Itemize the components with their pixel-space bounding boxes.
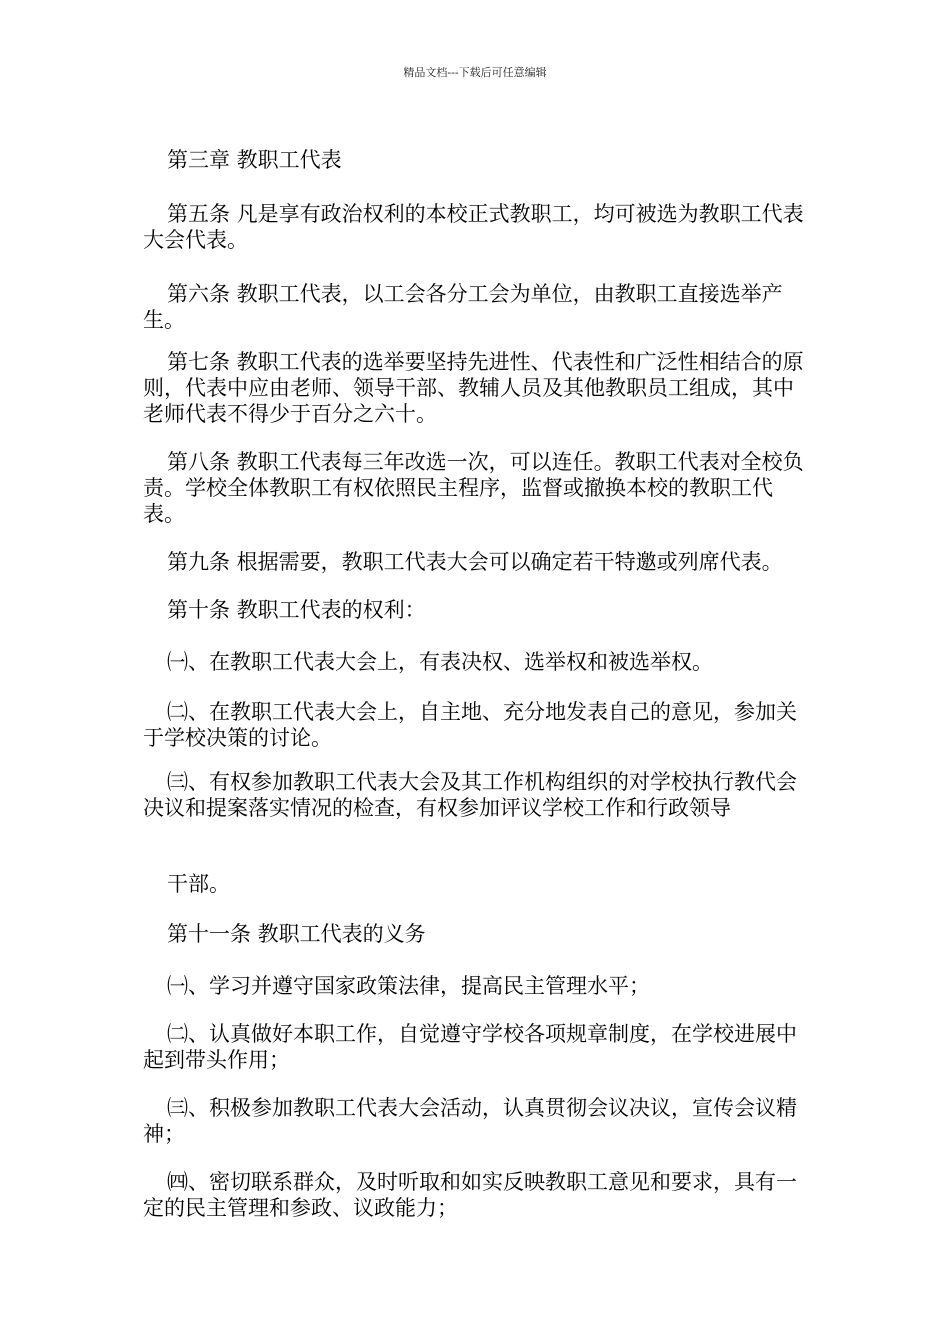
page-header: 精品文档---下载后可任意编辑 <box>403 66 547 79</box>
article-10: 第十条 教职工代表的权利： <box>167 598 426 622</box>
right-item-1: ㈠、在教职工代表大会上，有表决权、选举权和被选举权。 <box>167 650 713 674</box>
article-5: 第五条 凡是享有政治权利的本校正式教职工，均可被选为教职工代表大会代表。 <box>143 202 804 252</box>
chapter-heading: 第三章 教职工代表 <box>167 148 342 172</box>
right-item-3-continued: 干部。 <box>167 872 230 896</box>
article-9: 第九条 根据需要，教职工代表大会可以确定若干特邀或列席代表。 <box>167 550 783 574</box>
duty-item-3: ㈢、积极参加教职工代表大会活动，认真贯彻会议决议，宣传会议精神； <box>143 1096 797 1146</box>
right-item-2: ㈡、在教职工代表大会上，自主地、充分地发表自己的意见，参加关于学校决策的讨论。 <box>143 700 797 750</box>
article-8: 第八条 教职工代表每三年改选一次，可以连任。教职工代表对全校负责。学校全体教职工有权依照民主程序，监督或撤换本校的教职工代表。 <box>143 450 804 526</box>
article-7: 第七条 教职工代表的选举要坚持先进性、代表性和广泛性相结合的原则，代表中应由老师、领导干部、教辅人员及其他教职员工组成，其中老师代表不得少于百分之六十。 <box>143 350 804 426</box>
duty-item-4: ㈣、密切联系群众，及时听取和如实反映教职工意见和要求，具有一定的民主管理和参政、议政能力； <box>143 1170 797 1220</box>
article-6: 第六条 教职工代表，以工会各分工会为单位，由教职工直接选举产生。 <box>143 282 783 332</box>
duty-item-2: ㈡、认真做好本职工作，自觉遵守学校各项规章制度，在学校进展中起到带头作用； <box>143 1022 797 1072</box>
duty-item-1: ㈠、学习并遵守国家政策法律，提高民主管理水平； <box>167 974 650 998</box>
article-11: 第十一条 教职工代表的义务 <box>167 922 426 946</box>
right-item-3: ㈢、有权参加教职工代表大会及其工作机构组织的对学校执行教代会决议和提案落实情况的检查，有权参加评议学校工作和行政领导 <box>143 770 797 820</box>
